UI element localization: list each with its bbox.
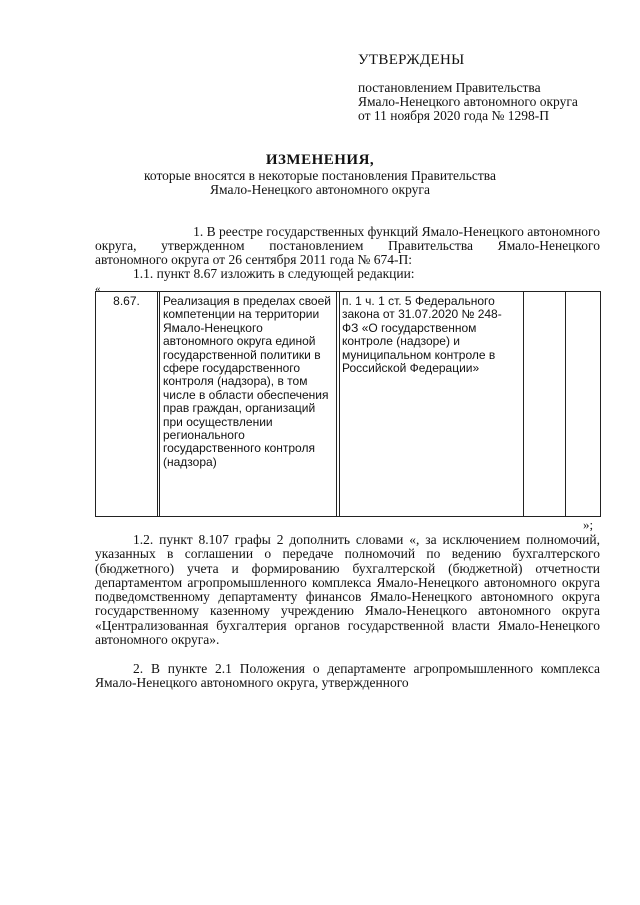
approval-line-1: постановлением Правительства bbox=[358, 80, 541, 95]
legal-basis-cell: п. 1 ч. 1 ст. 5 Федерального закона от 31.07.2020 № 248-ФЗ «О государственном контроле (надзоре) и муниципальном контроле в Российской Федерации» bbox=[337, 292, 524, 517]
empty-cell-5 bbox=[566, 292, 601, 517]
document-subtitle-1: которые вносятся в некоторые постановления Правительства bbox=[144, 168, 496, 183]
function-cell: Реализация в пределах своей компетенции на территории Ямало-Ненецкого автономного округа единой государственной политики в сфере государственного контроля (надзора), в том числе в области обеспечения прав граждан, организаций при осуществлении регионального государственного контроля (надзора) bbox=[158, 292, 337, 517]
registry-table bbox=[95, 291, 601, 517]
paragraph-1-line-1: 1. В реестре государственных функций Ямало-Ненецкого автономного bbox=[193, 224, 600, 239]
empty-cell-4 bbox=[524, 292, 566, 517]
item-number-cell: 8.67. bbox=[96, 292, 158, 517]
approval-line-3: от 11 ноября 2020 года № 1298-П bbox=[358, 108, 550, 123]
approval-line-2: Ямало-Ненецкого автономного округа bbox=[358, 94, 578, 109]
quote-open-mark: « bbox=[95, 283, 101, 295]
paragraph-1-line-3: автономного округа от 26 сентября 2011 года № 674-П: bbox=[95, 252, 412, 267]
approval-heading: УТВЕРЖДЕНЫ bbox=[358, 52, 465, 68]
paragraph-1-1: 1.1. пункт 8.67 изложить в следующей редакции: bbox=[133, 266, 415, 281]
paragraph-2: 2. В пункте 2.1 Положения о департаменте агропромышленного комплекса Ямало-Ненецкого автономного округа, утвержденного bbox=[95, 661, 600, 691]
document-title: ИЗМЕНЕНИЯ, bbox=[265, 152, 375, 168]
column-divider bbox=[339, 291, 340, 517]
paragraph-1-2: 1.2. пункт 8.107 графы 2 дополнить словами «, за исключением полномочий, указанных в соглашении о передаче полномочий по ведению бухгалтерского (бюджетного) учета и формированию бухгалтерской (бюджетной) отчетности департаментом агропромышленного комплекса Ямало-Ненецкого автономного округа подведомственному департаменту финансов Ямало-Ненецкого автономного округа государственному казенному учреждению Ямало-Ненецкого автономного округа «Централизованная бухгалтерия органов государственной власти Ямало-Ненецкого автономного округа». bbox=[95, 532, 600, 648]
quote-close-mark: »; bbox=[583, 517, 594, 532]
column-divider bbox=[159, 291, 160, 517]
document-subtitle-2: Ямало-Ненецкого автономного округа bbox=[210, 182, 430, 197]
table-row bbox=[96, 292, 601, 517]
paragraph-1-line-2: округа, утвержденном постановлением Правительства Ямало-Ненецкого bbox=[95, 238, 600, 253]
